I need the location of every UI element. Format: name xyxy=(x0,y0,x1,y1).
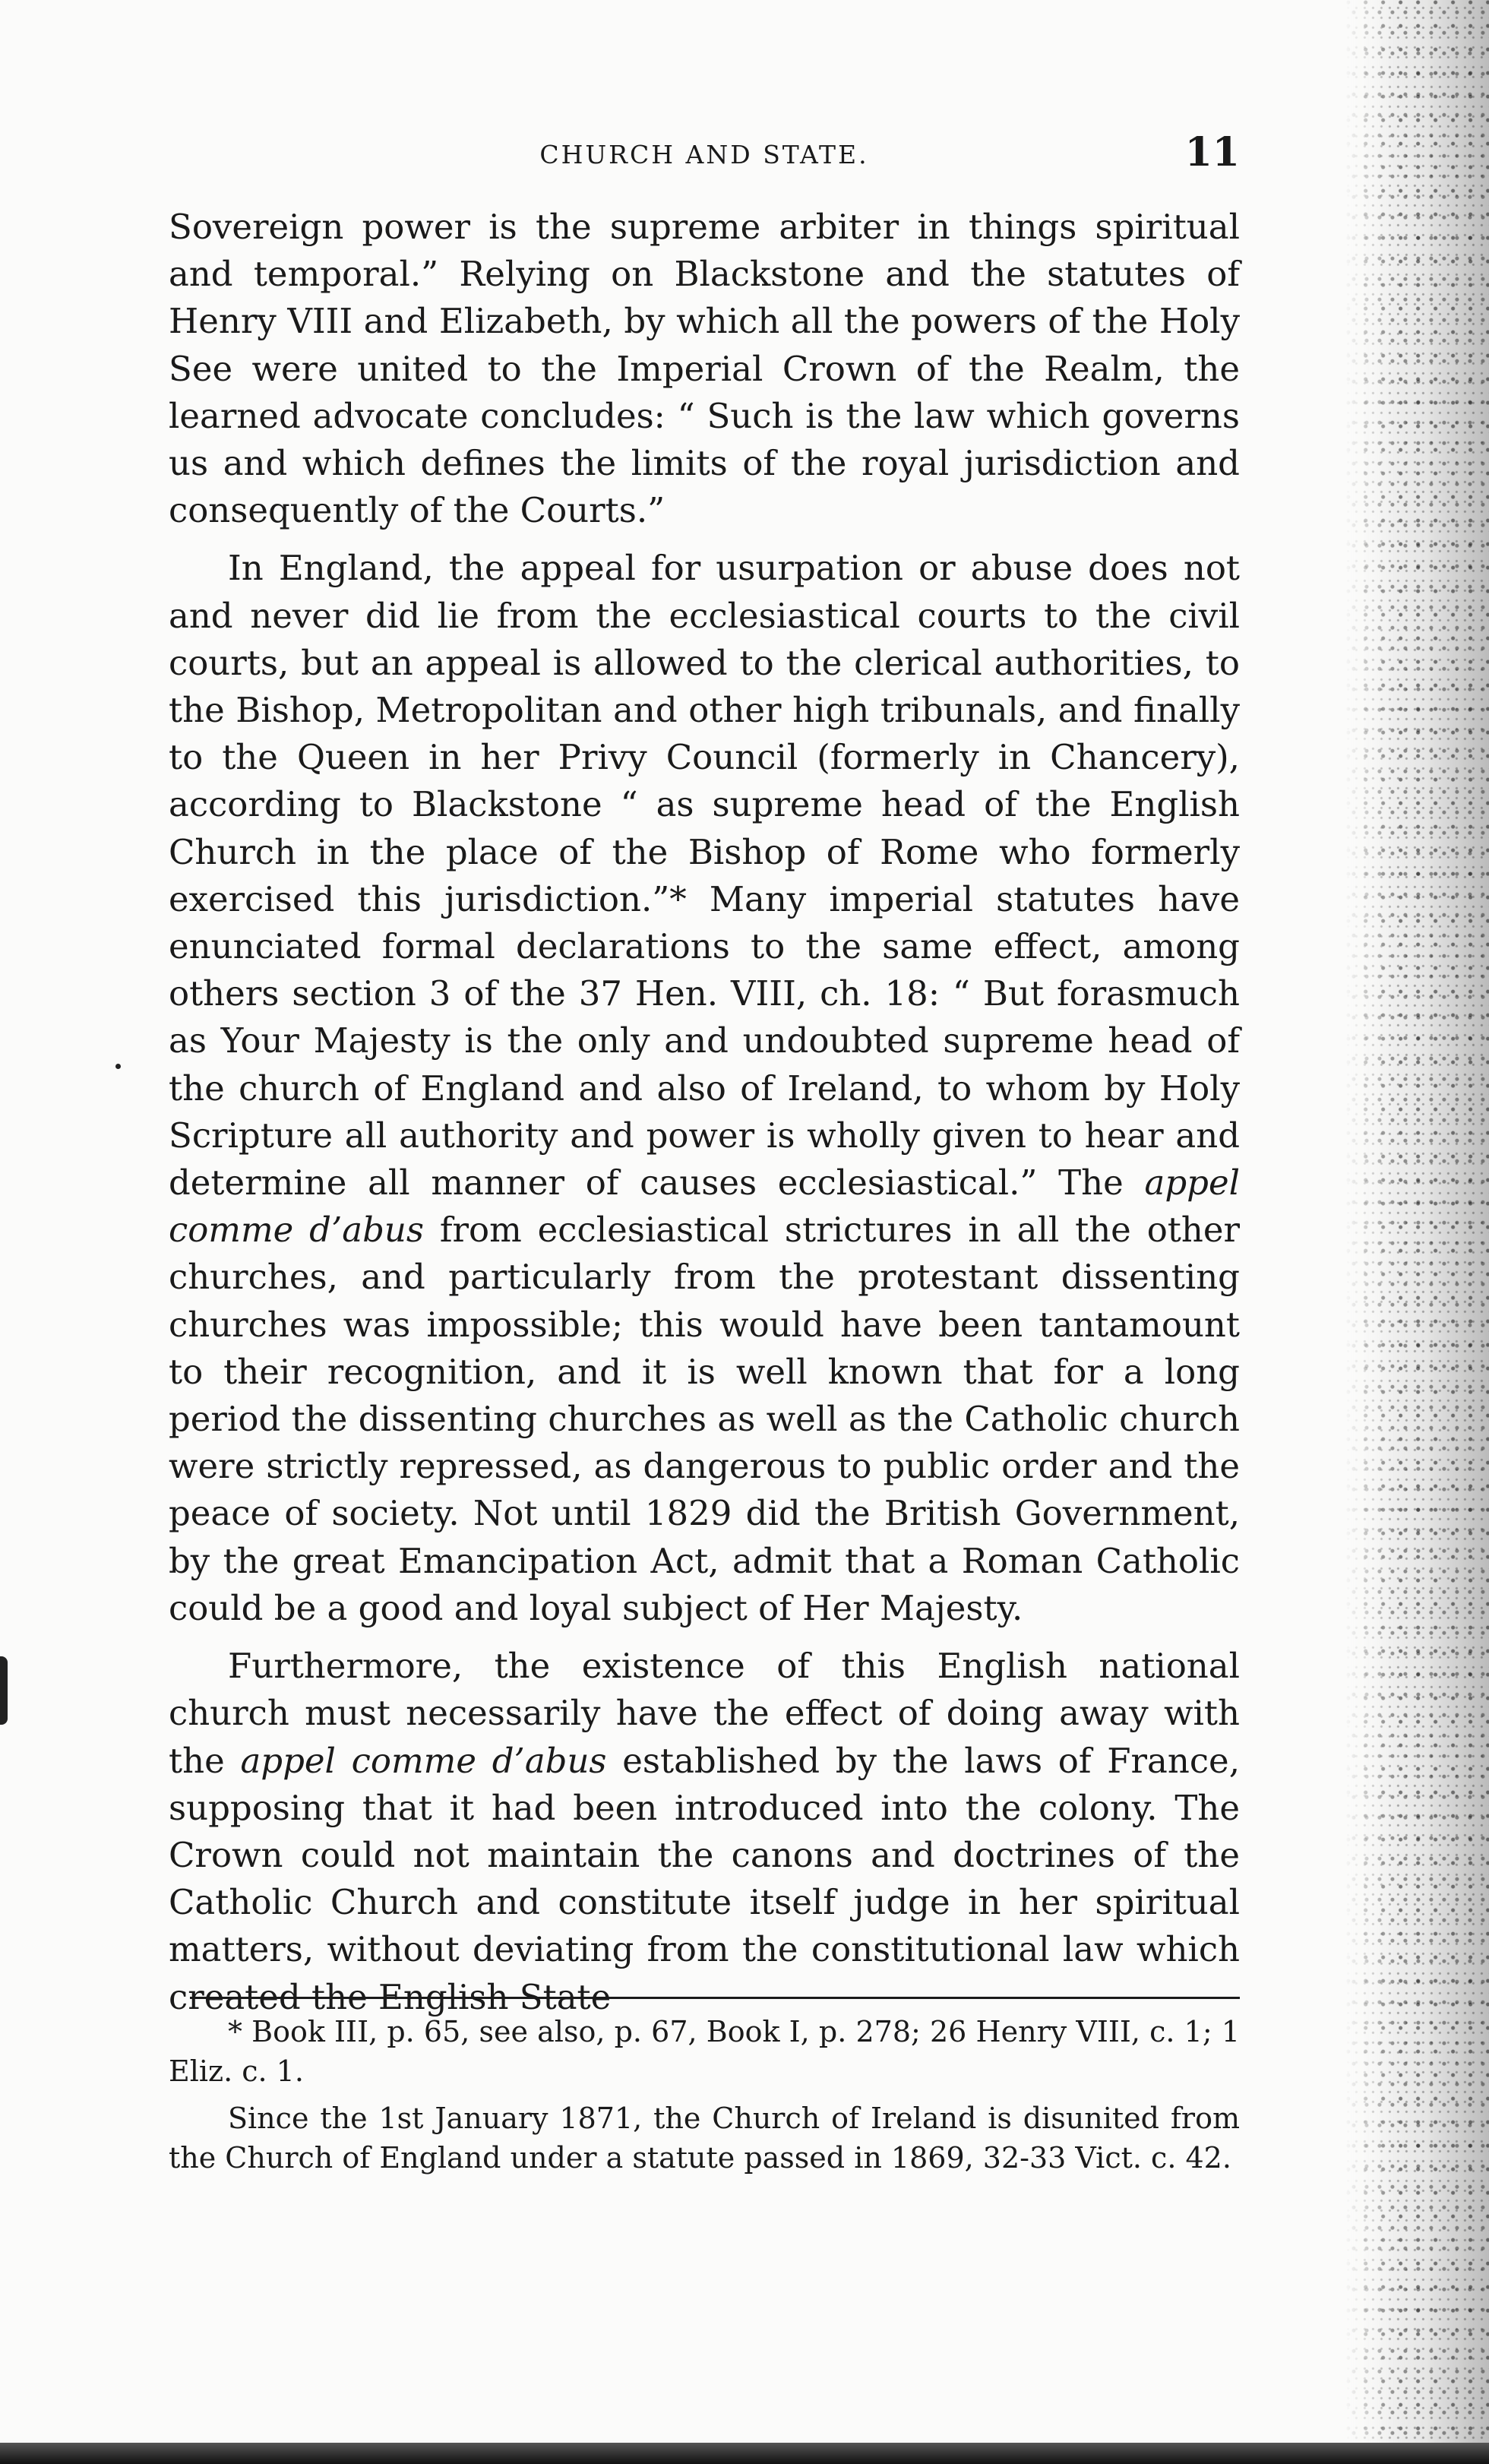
footnote-divider xyxy=(190,1997,1240,1999)
body-text xyxy=(169,204,1240,2032)
page-bottom-edge xyxy=(0,2443,1489,2464)
paragraph-2-text-a: In England, the appeal for usurpation or abuse does not and never did lie from the ecclesiastical courts to the civil courts, but an appeal is allowed to the clerical authorities, to the Bishop, Metropolitan and other high tribunals, and finally to the Queen in her Privy Council (formerly in Chancery), according to Blackstone “ as supreme head of the English Church in the place of the Bishop of Rome who formerly exercised this jurisdiction.”* Many imperial statutes have enunciated formal declarations to the same effect, among others section 3 of the 37 Hen. VIII, ch. 18: “ But forasmuch as Your Majesty is the only and undoubted supreme head of the church of England and also of Ireland, to whom by Holy Scripture all authority and power is wholly given to hear and determine all manner of causes ecclesiastical.” The xyxy=(169,548,1240,1204)
paragraph-2-italic: appel comme d’abus xyxy=(169,1162,1240,1251)
paragraph-3 xyxy=(169,1643,1240,2021)
footnotes xyxy=(169,2012,1240,2185)
paragraph-3-italic: appel comme d’abus xyxy=(240,1740,607,1781)
paragraph-3-text-a: Furthermore, the existence of this English national church must necessarily have the effect of doing away with the xyxy=(169,1646,1240,1781)
paragraph-3-text-b: established by the laws of France, supposing that it had been introduced into the colony. The Crown could not maintain the canons and doctrines of the Catholic Church and constitute itself judge in her spiritual matters, without deviating from the constitutional law which created the English State xyxy=(169,1740,1240,2017)
scan-mark xyxy=(0,1656,8,1725)
footnote-2: Since the 1st January 1871, the Church of Ireland is disunited from the Church of England under a statute passed in 1869, 32-33 Vict. c. 42. xyxy=(169,2102,1240,2175)
page-header xyxy=(169,129,1240,182)
running-head: CHURCH AND STATE. xyxy=(539,140,869,169)
paragraph-1 xyxy=(169,204,1240,534)
footnote-1: * Book III, p. 65, see also, p. 67, Book I, p. 278; 26 Henry VIII, c. 1; 1 Eliz. c. 1. xyxy=(169,2015,1240,2088)
paragraph-2 xyxy=(169,545,1240,1632)
scan-speck xyxy=(115,1064,121,1069)
page-edge-shadow xyxy=(1345,0,1489,2464)
paragraph-2-text-b: from ecclesiastical strictures in all the other churches, and particularly from the protestant dissenting churches was impossible; this would have been tantamount to their recognition, and it is well known that for a long period the dissenting churches as well as the Catholic church were strictly repressed, as dangerous to public order and the peace of society. Not until 1829 did the British Government, by the great Emancipation Act, admit that a Roman Catholic could be a good and loyal subject of Her Majesty. xyxy=(169,1210,1240,1628)
page-number: 11 xyxy=(1184,129,1240,176)
paragraph-1-text: Sovereign power is the supreme arbiter in things spiritual and temporal.” Relying on Blackstone and the statutes of Henry VIII and Elizabeth, by which all the powers of the Holy See were united to the Imperial Crown of the Realm, the learned advocate concludes: “ Such is the law which governs us and which defines the limits of the royal jurisdiction and consequently of the Courts.” xyxy=(169,207,1240,531)
